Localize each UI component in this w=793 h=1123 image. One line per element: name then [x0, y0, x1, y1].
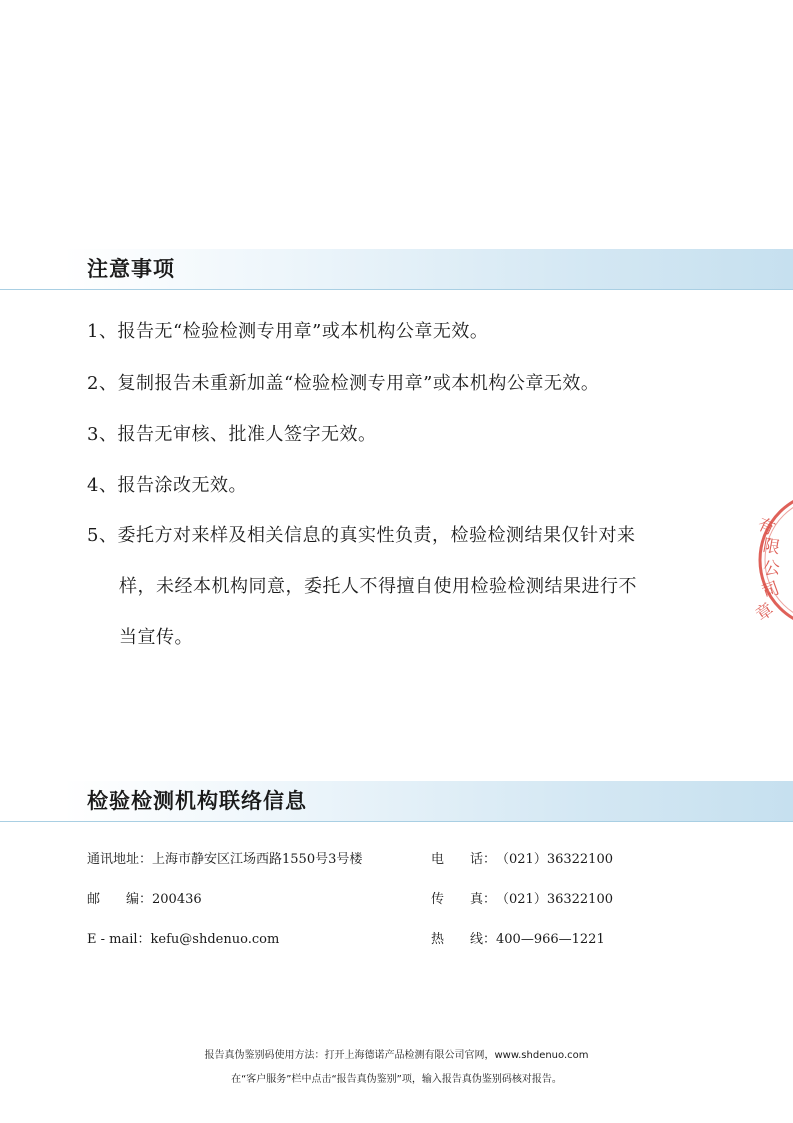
notice-item-text: 报告无审核、批准人签字无效。 — [117, 424, 377, 445]
postcode-row — [87, 891, 202, 909]
notice-item-number: 3、 — [87, 424, 118, 445]
svg-text:公: 公 — [762, 558, 781, 580]
hotline-row — [431, 931, 605, 949]
address-label: 通讯地址： — [87, 852, 153, 867]
notice-section-title: 注意事项 — [87, 257, 175, 281]
notice-item-5-continuation-1: 样，未经本机构同意，委托人不得擅自使用检验检测结果进行不 — [119, 576, 637, 597]
email-label: E - mail： — [87, 932, 151, 947]
notice-item-5 — [87, 524, 635, 548]
email-value: kefu@shdenuo.com — [150, 932, 280, 947]
svg-text:司: 司 — [759, 578, 783, 604]
footer-line-1: 报告真伪鉴别码使用方法：打开上海德诺产品检测有限公司官网，www.shdenuo.com — [204, 1050, 589, 1061]
hotline-label: 热 线： — [431, 932, 497, 947]
phone-value: （021）36322100 — [496, 852, 613, 867]
hotline-value: 400—966—1221 — [496, 932, 605, 947]
notice-item-text: 委托方对来样及相关信息的真实性负责，检验检测结果仅针对来 — [117, 525, 636, 546]
phone-label: 电 话： — [431, 852, 497, 867]
postcode-value: 200436 — [152, 892, 202, 907]
svg-text:有: 有 — [754, 514, 778, 540]
notice-item-text: 报告涂改无效。 — [117, 475, 247, 496]
notice-item-number: 5、 — [87, 525, 118, 546]
fax-label: 传 真： — [431, 892, 497, 907]
postcode-label: 邮 编： — [87, 892, 153, 907]
notice-item-1 — [87, 320, 488, 344]
notice-item-5-continuation-2: 当宣传。 — [119, 627, 193, 648]
notice-item-text: 报告无“检验检测专用章”或本机构公章无效。 — [117, 321, 489, 342]
notice-item-2 — [87, 372, 599, 396]
contact-header-underline — [0, 821, 793, 822]
footer-line-2: 在“客户服务”栏中点击“报告真伪鉴别”项，输入报告真伪鉴别码核对报告。 — [231, 1074, 562, 1085]
notice-item-text: 复制报告未重新加盖“检验检测专用章”或本机构公章无效。 — [117, 373, 600, 394]
company-seal — [750, 490, 793, 630]
contact-section-title: 检验检测机构联络信息 — [87, 789, 307, 813]
phone-row — [431, 851, 613, 869]
address-row — [87, 851, 362, 869]
notice-item-4 — [87, 474, 247, 498]
notice-item-number: 1、 — [87, 321, 118, 342]
notice-item-number: 2、 — [87, 373, 118, 394]
email-row — [87, 931, 279, 949]
fax-row — [431, 891, 613, 909]
notice-item-3 — [87, 423, 376, 447]
notice-item-number: 4、 — [87, 475, 118, 496]
fax-value: （021）36322100 — [496, 892, 613, 907]
svg-text:限: 限 — [761, 535, 782, 559]
address-value: 上海市静安区江场西路1550号3号楼 — [152, 852, 363, 867]
notice-header-underline — [0, 289, 793, 290]
svg-text:章: 章 — [752, 599, 778, 626]
